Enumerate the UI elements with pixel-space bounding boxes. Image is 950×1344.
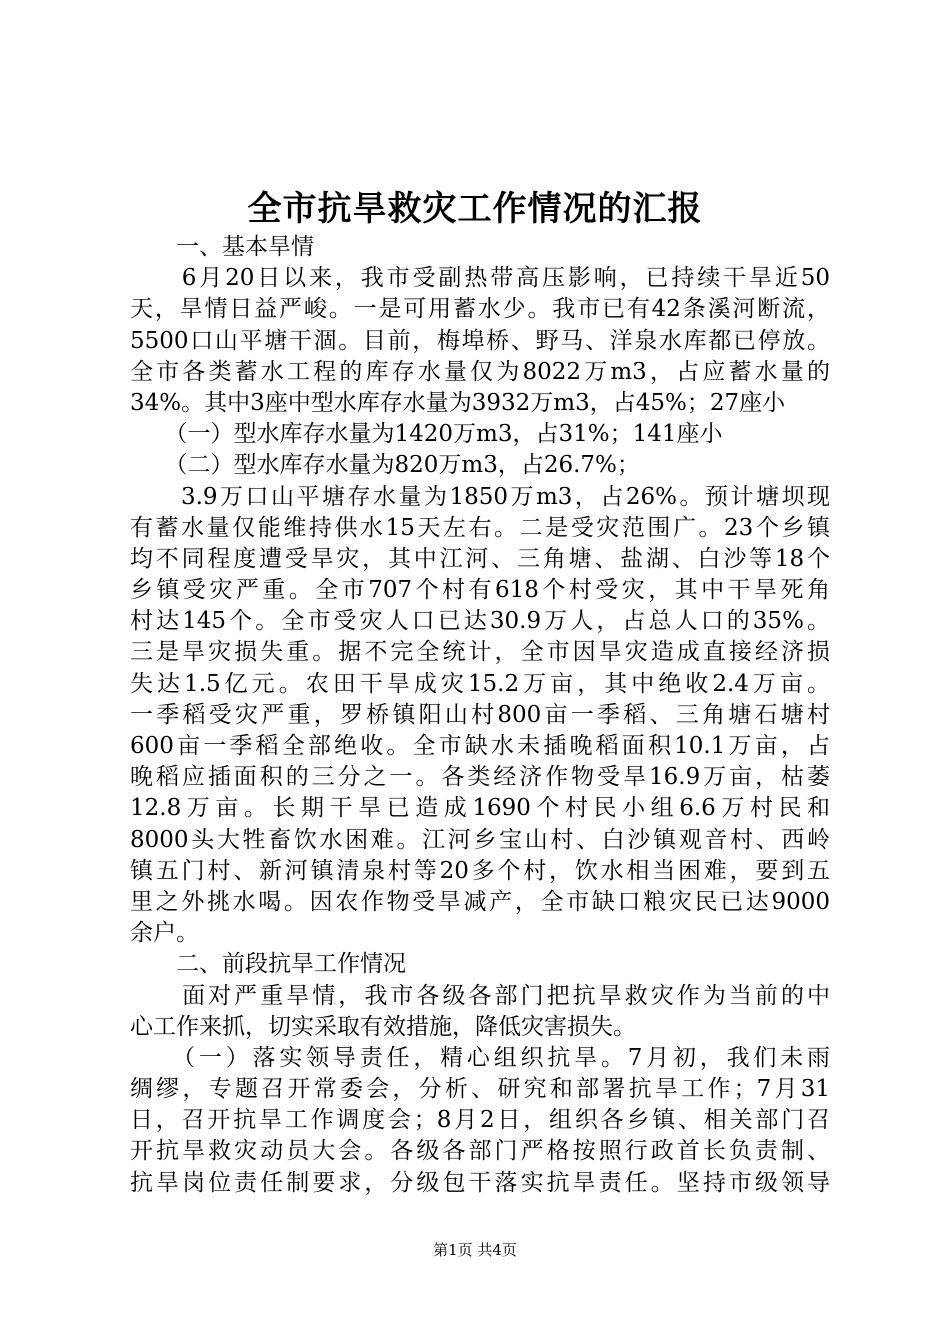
body-line: 绸缪，专题召开常委会，分析、研究和部署抗旱工作；7月31 <box>130 1076 830 1103</box>
body-line: 三是旱灾损失重。据不完全统计，全市因旱灾造成直接经济损 <box>130 639 830 666</box>
body-line: 均不同程度遭受旱灾，其中江河、三角塘、盐湖、白沙等18个 <box>130 545 830 572</box>
body-line: 心工作来抓，切实采取有效措施，降低灾害损失。 <box>130 1013 636 1040</box>
body-line: 有蓄水量仅能维持供水15天左右。二是受灾范围广。23个乡镇 <box>130 514 830 541</box>
body-line: 里之外挑水喝。因农作物受旱减产，全市缺口粮灾民已达9000 <box>130 888 830 915</box>
body-line: 开抗旱救灾动员大会。各级各部门严格按照行政首长负责制、 <box>130 1138 830 1165</box>
body-line: 余户。 <box>130 920 199 947</box>
body-line: 12.8万亩。长期干旱已造成1690个村民小组6.6万村民和 <box>130 795 830 822</box>
body-line: 8000头大牲畜饮水困难。江河乡宝山村、白沙镇观音村、西岭 <box>130 826 830 853</box>
body-line: （一）落实领导责任，精心组织抗旱。7月初，我们未雨 <box>130 1044 830 1071</box>
body-line: 村达145个。全市受灾人口已达30.9万人，占总人口的35%。 <box>130 608 830 635</box>
body-line: 抗旱岗位责任制要求，分级包干落实抗旱责任。坚持市级领导 <box>130 1169 830 1196</box>
body-line: 一、基本旱情 <box>130 234 314 260</box>
body-line: 镇五门村、新河镇清泉村等20多个村，饮水相当困难，要到五 <box>130 857 830 884</box>
body-line: （一）型水库存水量为1420万m3，占31%；141座小 <box>130 421 723 448</box>
body-line: 一季稻受灾严重，罗桥镇阳山村800亩一季稻、三角塘石塘村 <box>130 701 830 728</box>
body-line: 全市各类蓄水工程的库存水量仅为8022万m3，占应蓄水量的 <box>130 358 830 385</box>
body-line: 日，召开抗旱工作调度会；8月2日，组织各乡镇、相关部门召 <box>130 1107 830 1134</box>
body-line: 天，旱情日益严峻。一是可用蓄水少。我市已有42条溪河断流， <box>130 296 830 323</box>
body-line: 34%。其中3座中型水库存水量为3932万m3，占45%；27座小 <box>130 389 786 416</box>
page-footer: 第1页 共4页 <box>433 1241 517 1259</box>
body-line: 二、前段抗旱工作情况 <box>130 951 406 978</box>
document-title: 全市抗旱救灾工作情况的汇报 <box>247 189 703 229</box>
body-line: 5500口山平塘干涸。目前，梅埠桥、野马、洋泉水库都已停放。 <box>130 327 830 354</box>
body-line: 600亩一季稻全部绝收。全市缺水未插晚稻面积10.1万亩，占 <box>130 733 830 759</box>
document-body <box>130 232 830 1199</box>
body-line: 晚稻应插面积的三分之一。各类经济作物受旱16.9万亩，枯萎 <box>130 764 830 791</box>
body-line: 3.9万口山平塘存水量为1850万m3，占26%。预计塘坝现 <box>130 483 830 510</box>
body-line: （二）型水库存水量为820万m3，占26.7%； <box>130 452 640 479</box>
body-line: 乡镇受灾严重。全市707个村有618个村受灾，其中干旱死角 <box>130 577 830 604</box>
body-line: 面对严重旱情，我市各级各部门把抗旱救灾作为当前的中 <box>130 982 830 1009</box>
body-line: 失达1.5亿元。农田干旱成灾15.2万亩，其中绝收2.4万亩。 <box>130 670 830 697</box>
body-line: 6月20日以来，我市受副热带高压影响，已持续干旱近50 <box>130 265 830 292</box>
